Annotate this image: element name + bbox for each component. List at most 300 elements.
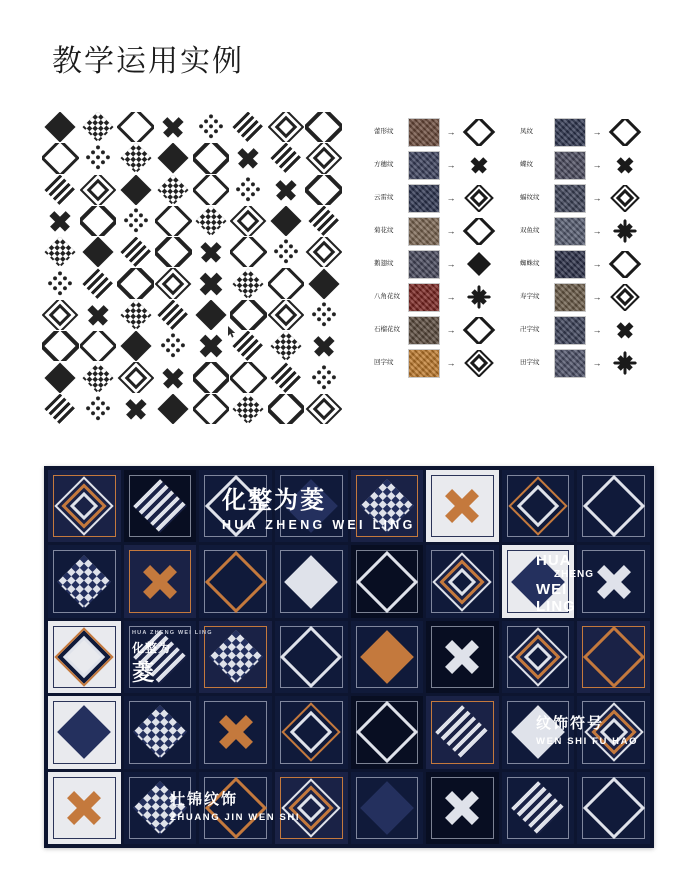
legend-label: 凤纹 xyxy=(520,128,533,136)
motif-cell xyxy=(42,237,79,267)
motif-diamond-icon xyxy=(158,300,189,330)
motif-cell xyxy=(42,206,79,236)
motif-diamond-icon xyxy=(45,206,76,236)
page-title: 教学运用实例 xyxy=(52,45,244,78)
poster-tile xyxy=(124,470,197,542)
motif-diamond-icon xyxy=(80,175,117,205)
motif-cell xyxy=(42,175,79,205)
poster-headline-cn: 化整为菱 xyxy=(222,488,326,514)
motif-diamond-icon xyxy=(158,362,189,392)
legend-label: 八角花纹 xyxy=(374,293,400,301)
motif-cell xyxy=(268,206,305,236)
section-right-en: WEN SHI FU HAO xyxy=(536,736,639,747)
arrow-icon: → xyxy=(446,357,456,368)
result-diamond-icon xyxy=(609,119,642,146)
legend-row xyxy=(374,248,514,280)
motif-cell xyxy=(305,143,342,173)
motif-cell xyxy=(268,112,305,142)
motif-cell xyxy=(193,175,230,205)
motif-diamond-icon xyxy=(82,143,113,173)
motif-cell xyxy=(193,206,230,236)
legend-row xyxy=(374,182,514,214)
motif-diamond-icon xyxy=(82,268,113,298)
motif-diamond-icon xyxy=(158,143,189,173)
motif-cell xyxy=(193,112,230,142)
motif-diamond-icon xyxy=(308,362,339,392)
legend-result xyxy=(608,152,642,179)
motif-diamond-icon xyxy=(155,237,192,267)
motif-cell xyxy=(42,394,79,424)
motif-diamond-icon xyxy=(268,112,305,142)
motif-diamond-icon xyxy=(155,268,192,298)
motif-diamond-icon xyxy=(158,394,189,424)
motif-diamond-icon xyxy=(233,112,264,142)
legend-label: 石榴花纹 xyxy=(374,326,400,334)
motif-cell xyxy=(305,112,342,142)
motif-cell xyxy=(80,112,117,142)
motif-diamond-icon xyxy=(194,268,228,298)
motif-cell xyxy=(268,394,305,424)
legend-label: 蝠纹纹 xyxy=(520,194,540,202)
motif-diamond-icon xyxy=(193,175,230,205)
motif-diamond-icon xyxy=(120,143,151,173)
motif-diamond-icon xyxy=(233,331,264,361)
poster-tile xyxy=(502,621,575,693)
motif-diamond-icon xyxy=(195,300,226,330)
poster-tile xyxy=(351,772,424,844)
poster-tile xyxy=(502,772,575,844)
legend-swatch xyxy=(554,250,586,279)
stacked-line-4: LING xyxy=(536,598,576,615)
legend-row xyxy=(520,347,670,379)
motif-diamond-icon xyxy=(230,237,267,267)
motif-diamond-icon xyxy=(308,268,339,298)
poster-tile xyxy=(351,545,424,617)
motif-diamond-icon xyxy=(45,112,76,142)
motif-diamond-icon xyxy=(45,362,76,392)
motif-diamond-icon xyxy=(271,237,302,267)
legend-result xyxy=(608,317,642,344)
motif-diamond-icon xyxy=(158,112,189,142)
poster-tile xyxy=(48,470,121,542)
motif-cell xyxy=(117,112,154,142)
poster-tile xyxy=(199,696,272,768)
motif-cell xyxy=(268,268,305,298)
motif-cell xyxy=(80,206,117,236)
result-diamond-icon xyxy=(467,252,491,276)
arrow-icon: → xyxy=(592,324,602,335)
motif-cell xyxy=(305,394,342,424)
legend-result xyxy=(608,119,642,146)
arrow-icon: → xyxy=(446,225,456,236)
motif-cell xyxy=(193,331,230,361)
result-diamond-icon xyxy=(613,153,637,177)
motif-cell xyxy=(268,300,305,330)
legend-result xyxy=(608,284,642,311)
arrow-icon: → xyxy=(592,225,602,236)
legend-result xyxy=(462,251,496,278)
motif-diamond-icon xyxy=(268,394,305,424)
legend-label: 田字纹 xyxy=(520,359,540,367)
motif-cell xyxy=(305,331,342,361)
motif-diamond-icon xyxy=(155,206,192,236)
motif-diamond-icon xyxy=(120,394,151,424)
motif-cell xyxy=(268,362,305,392)
legend-result xyxy=(462,185,496,212)
motif-diamond-icon xyxy=(82,300,113,330)
legend-label: 云雷纹 xyxy=(374,194,394,202)
poster-tile xyxy=(48,621,121,693)
legend-swatch xyxy=(408,118,440,147)
motif-cell xyxy=(193,394,230,424)
motif-diamond-icon xyxy=(80,206,117,236)
motif-diamond-icon xyxy=(82,112,113,142)
result-diamond-icon xyxy=(467,285,491,309)
poster-tile xyxy=(426,696,499,768)
section-bottom-cn: 壮锦纹饰 xyxy=(170,792,239,808)
motif-cell xyxy=(230,143,267,173)
poster-tile xyxy=(426,621,499,693)
legend-label: 蜘蛛纹 xyxy=(520,260,540,268)
arrow-icon: → xyxy=(592,357,602,368)
motif-cell xyxy=(193,300,230,330)
poster-image xyxy=(44,466,654,848)
legend-result xyxy=(608,185,642,212)
motif-diamond-icon xyxy=(308,300,339,330)
motif-cell xyxy=(305,175,342,205)
legend-swatch xyxy=(554,283,586,312)
result-diamond-icon xyxy=(463,317,496,344)
legend-swatch xyxy=(554,118,586,147)
legend-column-left xyxy=(374,116,514,380)
motif-diamond-icon xyxy=(271,143,302,173)
result-diamond-icon xyxy=(463,119,496,146)
motif-cell xyxy=(193,268,230,298)
result-diamond-icon xyxy=(610,185,640,212)
motif-cell xyxy=(230,206,267,236)
motif-diamond-icon xyxy=(45,394,76,424)
motif-diamond-icon xyxy=(195,112,226,142)
motif-cell xyxy=(230,362,267,392)
motif-diamond-icon xyxy=(195,206,226,236)
motif-cell xyxy=(117,143,154,173)
legend-row xyxy=(520,215,670,247)
motif-cell xyxy=(80,175,117,205)
motif-cell xyxy=(42,362,79,392)
result-diamond-icon xyxy=(463,218,496,245)
motif-diamond-icon xyxy=(193,394,230,424)
motif-cell xyxy=(80,237,117,267)
motif-diamond-icon xyxy=(305,394,342,424)
arrow-icon: → xyxy=(446,291,456,302)
section-right-cn: 纹饰符号 xyxy=(536,716,605,732)
stacked-line-2: ZHENG xyxy=(554,569,594,581)
motif-diamond-icon xyxy=(268,300,305,330)
motif-diamond-icon xyxy=(117,112,154,142)
motif-diamond-icon xyxy=(271,362,302,392)
motif-cell xyxy=(155,143,192,173)
legend-label: 蕾形纹 xyxy=(374,128,394,136)
legend-row xyxy=(520,248,670,280)
motif-diamond-icon xyxy=(305,175,342,205)
motif-diamond-icon xyxy=(230,362,267,392)
legend-label: 鹅翅纹 xyxy=(374,260,394,268)
stacked-line-3: WEI xyxy=(536,580,568,598)
motif-cell xyxy=(230,268,267,298)
motif-cell xyxy=(80,268,117,298)
motif-cell xyxy=(117,300,154,330)
motif-cell xyxy=(155,112,192,142)
result-diamond-icon xyxy=(464,185,494,212)
motif-cell xyxy=(80,362,117,392)
motif-cell xyxy=(155,300,192,330)
legend-label: 方穗纹 xyxy=(374,161,394,169)
legend-swatch xyxy=(408,316,440,345)
motif-diamond-icon xyxy=(117,362,154,392)
motif-diamond-icon xyxy=(45,175,76,205)
legend-row xyxy=(374,215,514,247)
motif-pattern-grid xyxy=(42,112,342,424)
poster-tile xyxy=(351,621,424,693)
motif-cell xyxy=(42,331,79,361)
motif-cell xyxy=(268,331,305,361)
motif-cell xyxy=(155,394,192,424)
arrow-icon: → xyxy=(446,258,456,269)
motif-cell xyxy=(80,300,117,330)
motif-cell xyxy=(305,362,342,392)
motif-cell xyxy=(305,206,342,236)
motif-diamond-icon xyxy=(158,331,189,361)
motif-diamond-icon xyxy=(158,175,189,205)
result-diamond-icon xyxy=(613,351,637,375)
motif-diamond-icon xyxy=(233,268,264,298)
motif-diamond-icon xyxy=(42,331,79,361)
legend-swatch xyxy=(554,184,586,213)
mini-block-en: HUA ZHENG WEI LING xyxy=(132,630,213,636)
motif-diamond-icon xyxy=(305,143,342,173)
legend-result xyxy=(462,350,496,377)
poster-mini-block xyxy=(132,630,213,687)
mini-block-cn-small: 化整为 xyxy=(132,641,172,655)
legend-row xyxy=(374,347,514,379)
motif-diamond-icon xyxy=(117,268,154,298)
motif-cell xyxy=(117,206,154,236)
poster-tile xyxy=(275,545,348,617)
legend-label: 菊花纹 xyxy=(374,227,394,235)
legend-swatch xyxy=(554,151,586,180)
legend-swatch xyxy=(408,151,440,180)
result-diamond-icon xyxy=(610,284,640,311)
motif-cell xyxy=(305,300,342,330)
motif-diamond-icon xyxy=(193,362,230,392)
poster-tile xyxy=(426,545,499,617)
legend-swatch xyxy=(554,217,586,246)
poster-tile xyxy=(124,545,197,617)
motif-diamond-icon xyxy=(193,143,230,173)
legend-result xyxy=(608,218,642,245)
motif-diamond-icon xyxy=(308,331,339,361)
poster-tile xyxy=(426,470,499,542)
poster-headline xyxy=(222,488,416,532)
motif-cell xyxy=(117,175,154,205)
poster-tile xyxy=(577,772,650,844)
legend-row xyxy=(374,281,514,313)
motif-cell xyxy=(42,143,79,173)
legend-swatch xyxy=(408,184,440,213)
result-diamond-icon xyxy=(613,318,637,342)
arrow-icon: → xyxy=(592,192,602,203)
legend-result xyxy=(462,284,496,311)
motif-cell xyxy=(193,237,230,267)
motif-diamond-icon xyxy=(42,143,79,173)
poster-tile xyxy=(577,621,650,693)
legend-swatch xyxy=(408,349,440,378)
poster-tile xyxy=(426,772,499,844)
motif-cell xyxy=(230,394,267,424)
result-diamond-icon xyxy=(609,251,642,278)
poster-section-bottom xyxy=(170,788,300,823)
motif-diamond-icon xyxy=(305,237,342,267)
legend-result xyxy=(462,218,496,245)
motif-diamond-icon xyxy=(120,237,151,267)
motif-cell xyxy=(117,331,154,361)
motif-cell xyxy=(42,300,79,330)
motif-diamond-icon xyxy=(195,237,226,267)
legend-label: 寿字纹 xyxy=(520,293,540,301)
arrow-icon: → xyxy=(592,258,602,269)
motif-cell xyxy=(117,268,154,298)
motif-cell xyxy=(117,362,154,392)
legend-row xyxy=(374,116,514,148)
legend-swatch xyxy=(408,283,440,312)
legend-swatch xyxy=(408,217,440,246)
poster-tile xyxy=(48,772,121,844)
legend-result xyxy=(462,152,496,179)
poster-headline-en: HUA ZHENG WEI LING xyxy=(222,518,416,533)
motif-diamond-icon xyxy=(120,300,151,330)
motif-cell xyxy=(193,143,230,173)
poster-tile xyxy=(275,621,348,693)
legend-row xyxy=(374,314,514,346)
motif-diamond-icon xyxy=(268,268,305,298)
mini-block-cn-big: 菱 xyxy=(132,660,155,685)
legend-result xyxy=(608,251,642,278)
arrow-icon: → xyxy=(446,192,456,203)
motif-diamond-icon xyxy=(120,175,151,205)
poster-tile xyxy=(48,696,121,768)
motif-cell xyxy=(80,331,117,361)
stacked-line-1: HUA xyxy=(536,552,572,569)
motif-cell xyxy=(80,394,117,424)
motif-diamond-icon xyxy=(82,237,113,267)
legend-row xyxy=(520,314,670,346)
poster-tile xyxy=(48,545,121,617)
legend-result xyxy=(462,119,496,146)
section-bottom-en: ZHUANG JIN WEN SHI xyxy=(170,812,301,823)
motif-diamond-icon xyxy=(120,331,151,361)
arrow-icon: → xyxy=(592,159,602,170)
motif-diamond-icon xyxy=(233,143,264,173)
legend-label: 双鱼纹 xyxy=(520,227,540,235)
motif-diamond-icon xyxy=(271,206,302,236)
motif-cell xyxy=(117,394,154,424)
motif-diamond-icon xyxy=(82,362,113,392)
motif-diamond-icon xyxy=(271,175,302,205)
motif-cell xyxy=(155,268,192,298)
motif-cell xyxy=(155,206,192,236)
legend-label: 回字纹 xyxy=(374,359,394,367)
arrow-icon: → xyxy=(446,159,456,170)
motif-cell xyxy=(305,268,342,298)
motif-cell xyxy=(193,362,230,392)
poster-tile xyxy=(199,545,272,617)
motif-cell xyxy=(155,331,192,361)
motif-diamond-icon xyxy=(308,206,339,236)
motif-cell xyxy=(155,175,192,205)
motif-diamond-icon xyxy=(271,331,302,361)
motif-diamond-icon xyxy=(120,206,151,236)
motif-cell xyxy=(42,112,79,142)
arrow-icon: → xyxy=(592,291,602,302)
legend-result xyxy=(462,317,496,344)
motif-cell xyxy=(305,237,342,267)
legend-row xyxy=(520,116,670,148)
motif-cell xyxy=(268,143,305,173)
poster-tile xyxy=(577,470,650,542)
poster-tile xyxy=(502,470,575,542)
legend-swatch xyxy=(408,250,440,279)
motif-diamond-icon xyxy=(233,394,264,424)
motif-cell xyxy=(230,237,267,267)
motif-diamond-icon xyxy=(233,175,264,205)
legend-row xyxy=(520,149,670,181)
motif-diamond-icon xyxy=(82,394,113,424)
poster-tile xyxy=(275,696,348,768)
motif-cell xyxy=(155,362,192,392)
motif-diamond-icon xyxy=(194,331,228,361)
legend-result xyxy=(608,350,642,377)
legend-row xyxy=(520,281,670,313)
legend-label: 卍字纹 xyxy=(520,326,540,334)
motif-cell xyxy=(117,237,154,267)
motif-cell xyxy=(42,268,79,298)
motif-diamond-icon xyxy=(305,112,342,142)
poster-tile xyxy=(124,696,197,768)
motif-diamond-icon xyxy=(230,206,267,236)
motif-cell xyxy=(80,143,117,173)
motif-cell xyxy=(268,175,305,205)
poster-section-right xyxy=(536,712,638,747)
result-diamond-icon xyxy=(467,153,491,177)
motif-cell xyxy=(268,237,305,267)
result-diamond-icon xyxy=(464,350,494,377)
motif-cell xyxy=(230,175,267,205)
arrow-icon: → xyxy=(446,324,456,335)
poster-tile xyxy=(351,696,424,768)
motif-diamond-icon xyxy=(42,300,79,330)
motif-cell xyxy=(230,112,267,142)
motif-diamond-icon xyxy=(80,331,117,361)
mouse-cursor-icon xyxy=(228,326,236,338)
arrow-icon: → xyxy=(592,126,602,137)
poster-stacked-headline xyxy=(536,552,594,615)
legend-column-right xyxy=(520,116,670,380)
arrow-icon: → xyxy=(446,126,456,137)
legend-swatch xyxy=(554,316,586,345)
legend-row xyxy=(374,149,514,181)
motif-diamond-icon xyxy=(45,237,76,267)
result-diamond-icon xyxy=(613,219,637,243)
